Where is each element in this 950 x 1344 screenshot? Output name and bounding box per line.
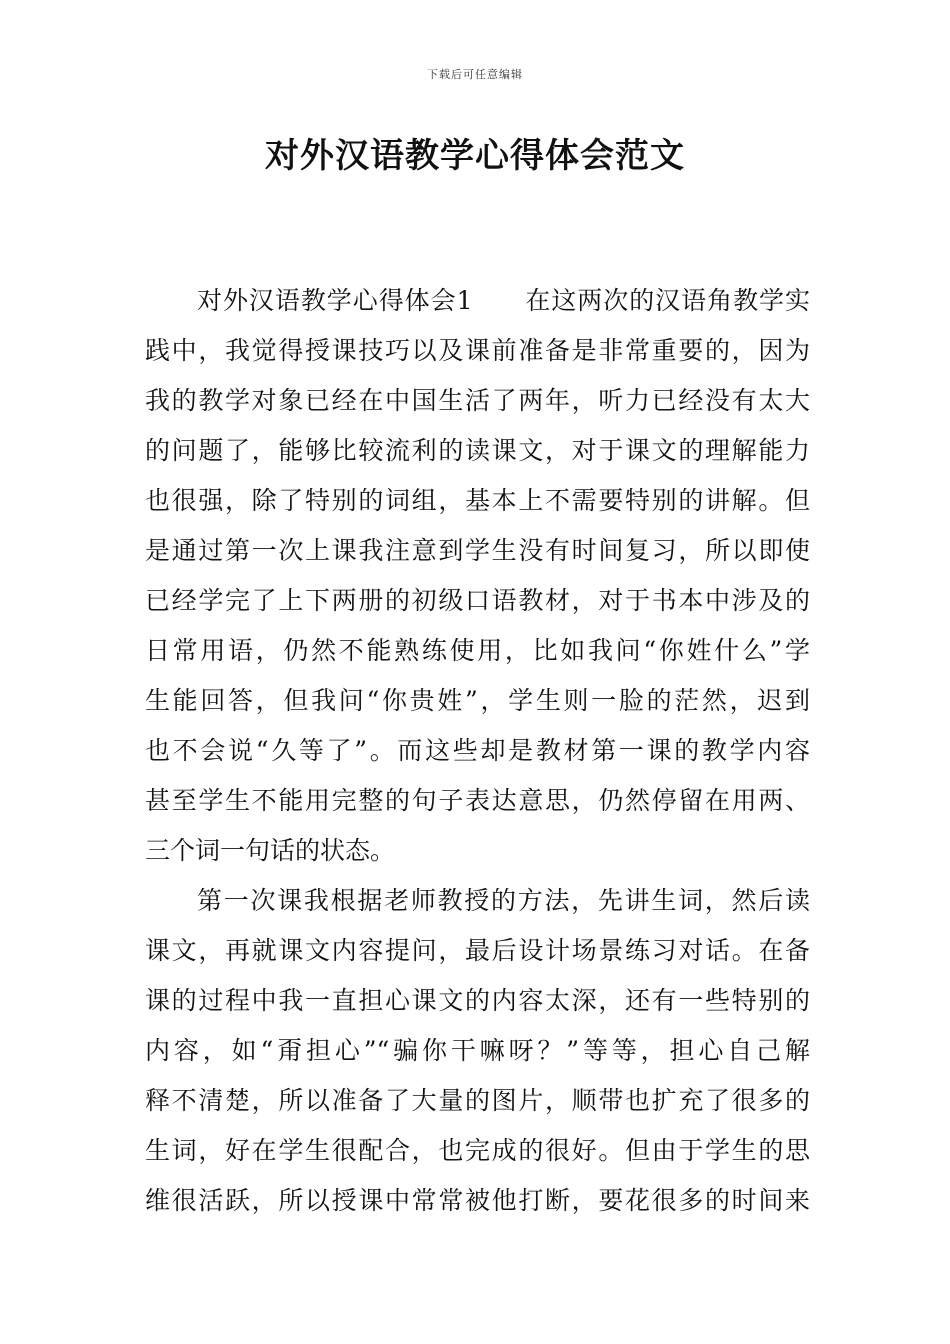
text-line: 内容，如“甭担心”“骗你干嘛呀？”等等，担心自己解 bbox=[145, 1036, 810, 1065]
text-line: 我的教学对象已经在中国生活了两年，听力已经没有太大 bbox=[145, 386, 810, 415]
paragraph-2 bbox=[145, 876, 810, 1226]
text-line: 课文，再就课文内容提问，最后设计场景练习对话。在备 bbox=[145, 936, 810, 965]
document-title: 对外汉语教学心得体会范文 bbox=[265, 136, 685, 176]
text-line: 第一次课我根据老师教授的方法，先讲生词，然后读 bbox=[197, 886, 810, 915]
text-line: 也很强，除了特别的词组，基本上不需要特别的讲解。但 bbox=[145, 486, 810, 515]
text-line: 生能回答，但我问“你贵姓”，学生则一脸的茫然，迟到 bbox=[145, 686, 810, 715]
text-line: 是通过第一次上课我注意到学生没有时间复习，所以即使 bbox=[145, 536, 810, 565]
text-line: 生词，好在学生很配合，也完成的很好。但由于学生的思 bbox=[145, 1136, 810, 1165]
text-line: 三个词一句话的状态。 bbox=[145, 836, 396, 865]
text-line: 课的过程中我一直担心课文的内容太深，还有一些特别的 bbox=[145, 986, 810, 1015]
text-line: 践中，我觉得授课技巧以及课前准备是非常重要的，因为 bbox=[145, 336, 810, 365]
text-line: 释不清楚，所以准备了大量的图片，顺带也扩充了很多的 bbox=[145, 1086, 810, 1115]
text-line: 对外汉语教学心得体会1 在这两次的汉语角教学实 bbox=[197, 286, 810, 315]
text-line: 的问题了，能够比较流利的读课文，对于课文的理解能力 bbox=[145, 436, 810, 465]
header-note: 下载后可任意编辑 bbox=[427, 68, 523, 81]
text-line: 维很活跃，所以授课中常常被他打断，要花很多的时间来 bbox=[145, 1186, 810, 1215]
paragraph-1 bbox=[145, 276, 810, 876]
text-line: 也不会说“久等了”。而这些却是教材第一课的教学内容 bbox=[145, 736, 810, 765]
text-line: 日常用语，仍然不能熟练使用，比如我问“你姓什么”学 bbox=[145, 636, 810, 665]
text-line: 已经学完了上下两册的初级口语教材，对于书本中涉及的 bbox=[145, 586, 810, 615]
text-line: 甚至学生不能用完整的句子表达意思，仍然停留在用两、 bbox=[145, 786, 810, 815]
document-body bbox=[145, 276, 810, 1226]
